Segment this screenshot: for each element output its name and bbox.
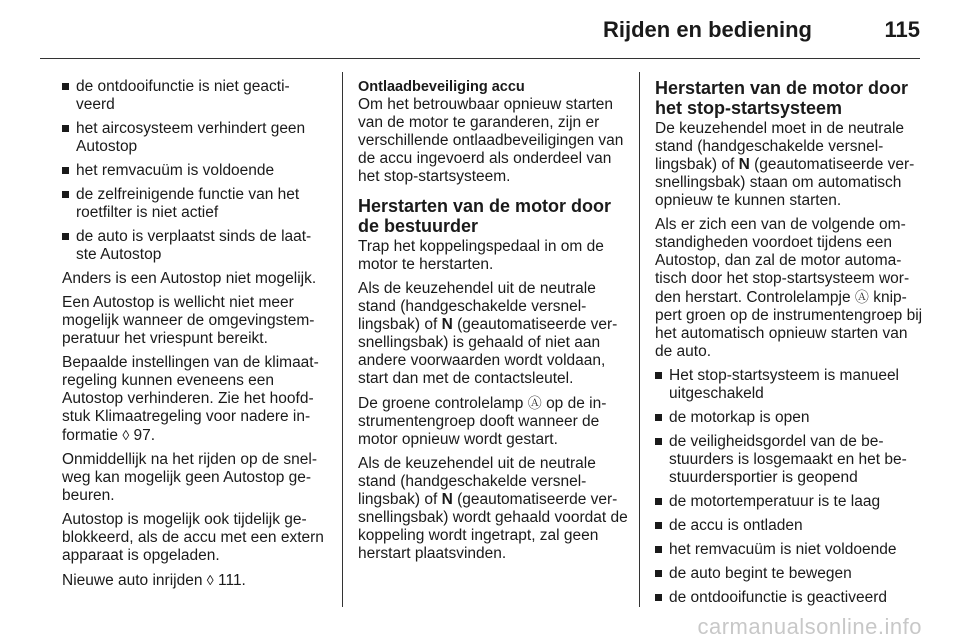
paragraph-text: knip-pert groen op de instrumentengroep bij het automatisch opnieuw starten van de auto. [655,289,923,360]
paragraph-text: De groene controlelamp [358,395,524,412]
page-number: 115 [884,17,920,42]
list-item: de auto is verplaatst sinds de laat-ste Autostop [62,228,327,264]
gear-n-label: N [441,491,453,508]
watermark: carmanualsonline.info [697,614,922,639]
list-item: het aircosysteem verhindert geen Autostop [62,120,327,156]
paragraph-text: Als de keuzehendel uit de neutrale stand (handgeschakelde versnel-lingsbak) of [358,280,596,333]
list-item: het remvacuüm is niet voldoende [655,541,925,559]
column-left [62,78,327,596]
paragraph: Anders is een Autostop niet mogelijk. [62,270,317,287]
autostop-lamp-icon: Ⓐ [854,289,869,305]
paragraph-text: Als er zich een van de volgende om-standigheden voordoet tijdens een Autostop, dan zal de motor automa-tisch door het stop-startsysteem wor-den herstart. Controlelampje [655,216,910,306]
paragraph-text: Bepaalde instellingen van de klimaat-regeling kunnen eveneens een Autostop verhinderen. Zie het hoofd-stuk Klimaatregeling voor nadere in-formatie [62,354,319,444]
paragraph: Autostop is mogelijk ook tijdelijk ge-blokkeerd, als de accu met een extern apparaat is opgeladen. [62,511,324,564]
paragraph-text: (geautomatiseerde ver-snellingsbak) staan om automatisch opnieuw te kunnen starten. [655,156,915,209]
restart-condition-list [655,367,925,607]
paragraph: Om het betrouwbaar opnieuw starten van de motor te garanderen, zijn er verschillende ontlaadbeveiligingen van de accu ingevoerd als onderdeel van het stop-startsysteem. [358,96,624,185]
paragraph-text: (geautomatiseerde ver-snellingsbak) wordt gehaald voordat de koppeling wordt ingetrapt, zal geen herstart plaatsvinden. [358,491,628,562]
list-item: de zelfreinigende functie van het roetfilter is niet actief [62,186,327,222]
subheading: Ontlaadbeveiliging accu [358,79,525,95]
section-heading: Herstarten van de motor door het stop-startsysteem [655,78,909,118]
list-item: Het stop-startsysteem is manueel uitgeschakeld [655,367,925,403]
paragraph [358,280,628,388]
list-item: de auto begint te bewegen [655,565,925,583]
list-item: de motortemperatuur is te laag [655,493,925,511]
header-rule [40,58,920,59]
page-reference-link[interactable]: 97. [133,427,156,444]
paragraph-text: Nieuwe auto inrijden [62,572,203,589]
reference-arrow-icon: ◊ [206,572,214,588]
paragraph: Een Autostop is wellicht niet meer mogelijk wanneer de omgevingstem-peratuur het vriespunt bereikt. [62,294,315,347]
paragraph-text: Als de keuzehendel uit de neutrale stand (handgeschakelde versnel-lingsbak) of [358,455,596,508]
page-header [0,0,960,64]
condition-list [62,78,327,264]
column-middle [358,78,628,569]
paragraph [62,571,327,590]
column-divider [342,72,343,607]
paragraph-text: De keuzehendel moet in de neutrale stand (handgeschakelde versnel-lingsbak) of [655,120,905,173]
paragraph-text: op de in-strumentengroep dooft wanneer de motor opnieuw wordt gestart. [358,395,607,448]
column-divider [639,72,640,607]
reference-arrow-icon: ◊ [122,427,130,443]
list-item: de ontdooifunctie is niet geacti-veerd [62,78,327,114]
paragraph: Onmiddellijk na het rijden op de snel-weg kan mogelijk geen Autostop ge-beuren. [62,451,318,504]
list-item: de ontdooifunctie is geactiveerd [655,589,925,607]
paragraph-text: (geautomatiseerde ver-snellingsbak) is gehaald of niet aan andere voorwaarden wordt voldaan, start dan met de contactsleutel. [358,316,618,387]
list-item: de accu is ontladen [655,517,925,535]
page-reference-link[interactable]: 111. [218,572,246,589]
paragraph [62,354,327,445]
column-right [655,78,925,613]
paragraph [655,216,925,361]
section-heading: Herstarten van de motor door de bestuurder [358,196,612,236]
gear-n-label: N [738,156,750,173]
paragraph: Trap het koppelingspedaal in om de motor te herstarten. [358,238,604,273]
paragraph [358,394,628,449]
section-title: Rijden en bediening [602,17,812,42]
autostop-lamp-icon: Ⓐ [527,395,542,411]
paragraph [358,455,628,563]
list-item: de veiligheidsgordel van de be-stuurders is losgemaakt en het be-stuurdersportier is geopend [655,433,925,487]
list-item: het remvacuüm is voldoende [62,162,327,180]
gear-n-label: N [441,316,453,333]
paragraph [655,120,925,210]
list-item: de motorkap is open [655,409,925,427]
